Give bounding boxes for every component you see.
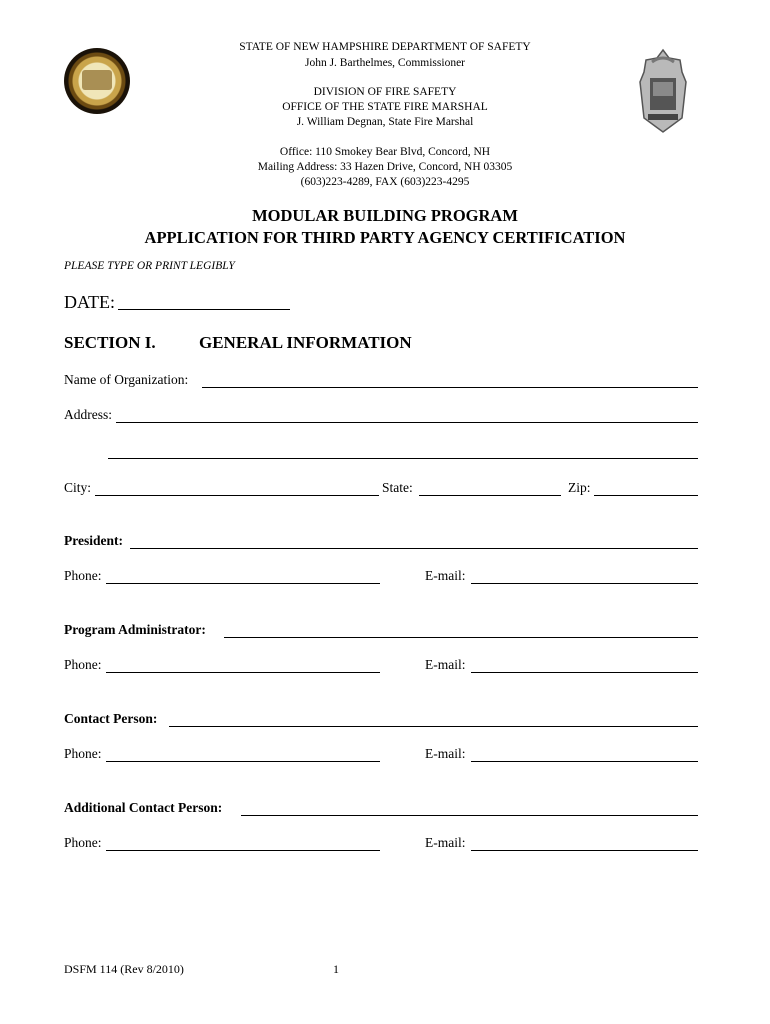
page-number: 1 xyxy=(333,962,339,976)
city-field[interactable] xyxy=(95,495,379,496)
address-field-line1[interactable] xyxy=(116,422,698,423)
program-admin-email-label: E-mail: xyxy=(425,657,466,672)
date-field[interactable] xyxy=(118,309,290,310)
organization-field[interactable] xyxy=(202,387,698,388)
section-title: GENERAL INFORMATION xyxy=(199,333,412,352)
zip-field[interactable] xyxy=(594,495,698,496)
program-admin-phone-field[interactable] xyxy=(106,672,380,673)
contact-label: Contact Person: xyxy=(64,711,158,726)
contact-email-field[interactable] xyxy=(471,761,698,762)
header-division: DIVISION OF FIRE SAFETY xyxy=(313,86,457,98)
state-label: State: xyxy=(382,480,413,495)
header-office-address: Office: 110 Smokey Bear Blvd, Concord, NH xyxy=(279,146,491,158)
additional-contact-phone-label: Phone: xyxy=(64,835,102,850)
header-marshal: J. William Degnan, State Fire Marshal xyxy=(296,116,474,128)
organization-label: Name of Organization: xyxy=(64,372,189,387)
program-admin-phone-label: Phone: xyxy=(64,657,102,672)
additional-contact-email-label: E-mail: xyxy=(425,835,466,850)
program-admin-email-field[interactable] xyxy=(471,672,698,673)
president-label: President: xyxy=(64,533,123,548)
header-mailing-address: Mailing Address: 33 Hazen Drive, Concord, NH 03305 xyxy=(257,161,513,173)
program-admin-field[interactable] xyxy=(224,637,698,638)
contact-field[interactable] xyxy=(169,726,698,727)
additional-contact-email-field[interactable] xyxy=(471,850,698,851)
date-label: DATE: xyxy=(64,292,115,312)
contact-phone-label: Phone: xyxy=(64,746,102,761)
city-label: City: xyxy=(64,480,92,495)
president-email-field[interactable] xyxy=(471,583,698,584)
header-commissioner: John J. Barthelmes, Commissioner xyxy=(304,57,466,69)
header-office: OFFICE OF THE STATE FIRE MARSHAL xyxy=(282,101,488,113)
section-number: SECTION I. xyxy=(64,333,156,352)
zip-label: Zip: xyxy=(568,480,591,495)
form-id: DSFM 114 (Rev 8/2010) xyxy=(64,962,184,976)
title-program: MODULAR BUILDING PROGRAM xyxy=(252,206,518,225)
additional-contact-field[interactable] xyxy=(241,815,698,816)
additional-contact-label: Additional Contact Person: xyxy=(64,800,223,815)
state-field[interactable] xyxy=(419,495,561,496)
header-phone: (603)223-4289, FAX (603)223-4295 xyxy=(300,176,470,188)
additional-contact-phone-field[interactable] xyxy=(106,850,380,851)
contact-phone-field[interactable] xyxy=(106,761,380,762)
president-email-label: E-mail: xyxy=(425,568,466,583)
program-admin-label: Program Administrator: xyxy=(64,622,206,637)
header-dept: STATE OF NEW HAMPSHIRE DEPARTMENT OF SAFETY xyxy=(239,41,531,53)
address-field-line2[interactable] xyxy=(108,458,698,459)
title-application: APPLICATION FOR THIRD PARTY AGENCY CERTIFICATION xyxy=(144,228,626,247)
contact-email-label: E-mail: xyxy=(425,746,466,761)
instruction-text: PLEASE TYPE OR PRINT LEGIBLY xyxy=(64,260,235,272)
president-phone-field[interactable] xyxy=(106,583,380,584)
address-label: Address: xyxy=(64,407,112,422)
president-field[interactable] xyxy=(130,548,698,549)
president-phone-label: Phone: xyxy=(64,568,102,583)
